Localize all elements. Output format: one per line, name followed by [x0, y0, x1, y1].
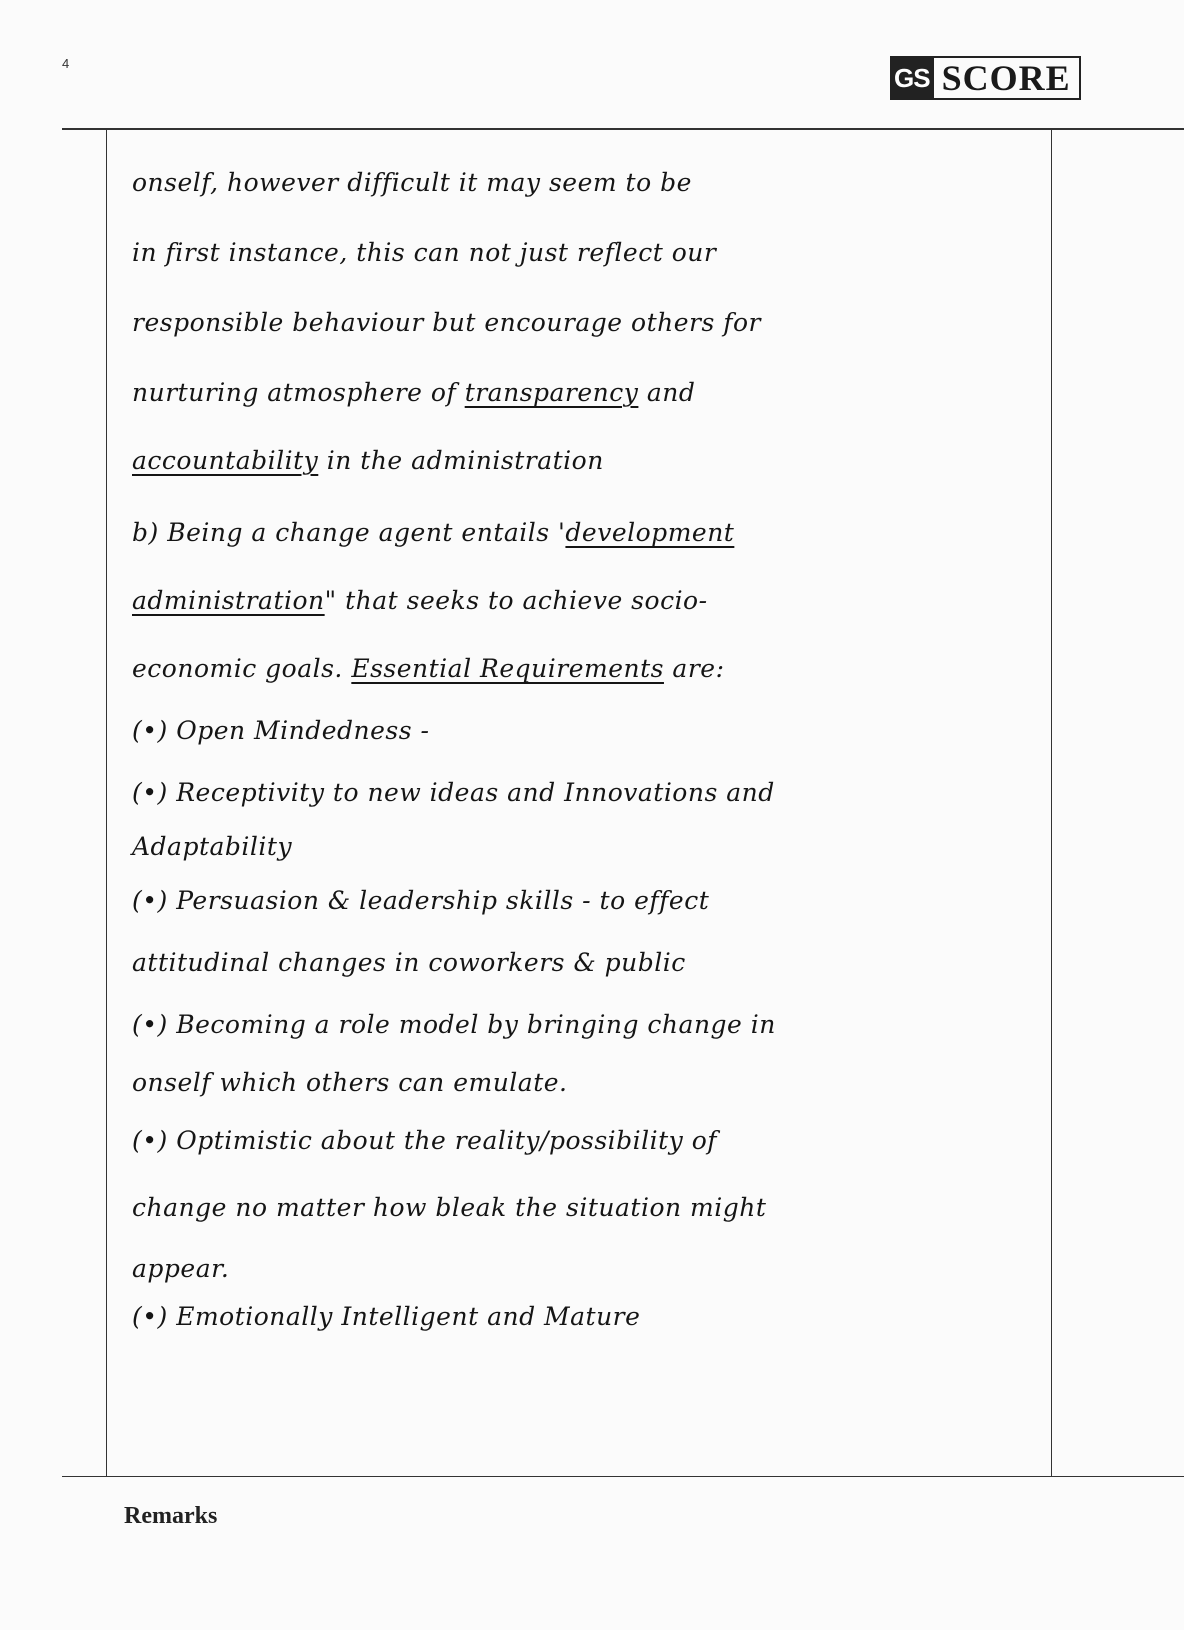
- footer-rule: [62, 1476, 1184, 1477]
- answer-line-11: Adaptability: [132, 832, 293, 861]
- answer-line-16: (•) Optimistic about the reality/possibility of: [132, 1126, 718, 1155]
- answer-line-15: onself which others can emulate.: [132, 1068, 568, 1097]
- underlined-administration: administration: [132, 586, 325, 615]
- answer-line-4: [132, 378, 695, 407]
- answer-line-5-mid: in the administration: [318, 446, 604, 475]
- answer-line-6: [132, 518, 734, 547]
- answer-line-3: responsible behaviour but encourage others for: [132, 308, 761, 337]
- logo-gs-mark: GS: [890, 56, 934, 100]
- answer-line-19: (•) Emotionally Intelligent and Mature: [132, 1302, 641, 1331]
- underlined-development: development: [565, 518, 735, 547]
- answer-line-5: [132, 446, 604, 475]
- answer-line-8-mid: are:: [663, 654, 725, 683]
- answer-line-12: (•) Persuasion & leadership skills - to effect: [132, 886, 710, 915]
- answer-line-8: [132, 654, 725, 683]
- answer-line-8-pre: economic goals.: [132, 654, 352, 683]
- underlined-transparency: transparency: [464, 378, 639, 407]
- answer-line-18: appear.: [132, 1254, 230, 1283]
- gs-score-logo: [890, 56, 1081, 100]
- answer-line-10: (•) Receptivity to new ideas and Innovations and: [132, 778, 775, 807]
- answer-line-13: attitudinal changes in coworkers & public: [132, 948, 686, 977]
- answer-line-7-mid: " that seeks to achieve socio-: [324, 586, 708, 615]
- answer-line-1: onself, however difficult it may seem to be: [132, 168, 692, 197]
- remarks-label: Remarks: [124, 1503, 218, 1529]
- underlined-essential-requirements: Essential Requirements: [351, 654, 664, 683]
- logo-score-text: SCORE: [934, 56, 1081, 100]
- answer-line-7: [132, 586, 708, 615]
- answer-line-6-pre: b) Being a change agent entails ': [132, 518, 566, 547]
- answer-line-9: (•) Open Mindedness -: [132, 716, 430, 745]
- answer-line-2: in first instance, this can not just reflect our: [132, 238, 717, 267]
- answer-line-4-pre: nurturing atmosphere of: [132, 378, 465, 407]
- underlined-accountability: accountability: [132, 446, 319, 475]
- page-number: 4: [62, 56, 70, 71]
- answer-line-17: change no matter how bleak the situation might: [132, 1193, 767, 1222]
- answer-line-14: (•) Becoming a role model by bringing change in: [132, 1010, 776, 1039]
- answer-line-4-mid: and: [638, 378, 696, 407]
